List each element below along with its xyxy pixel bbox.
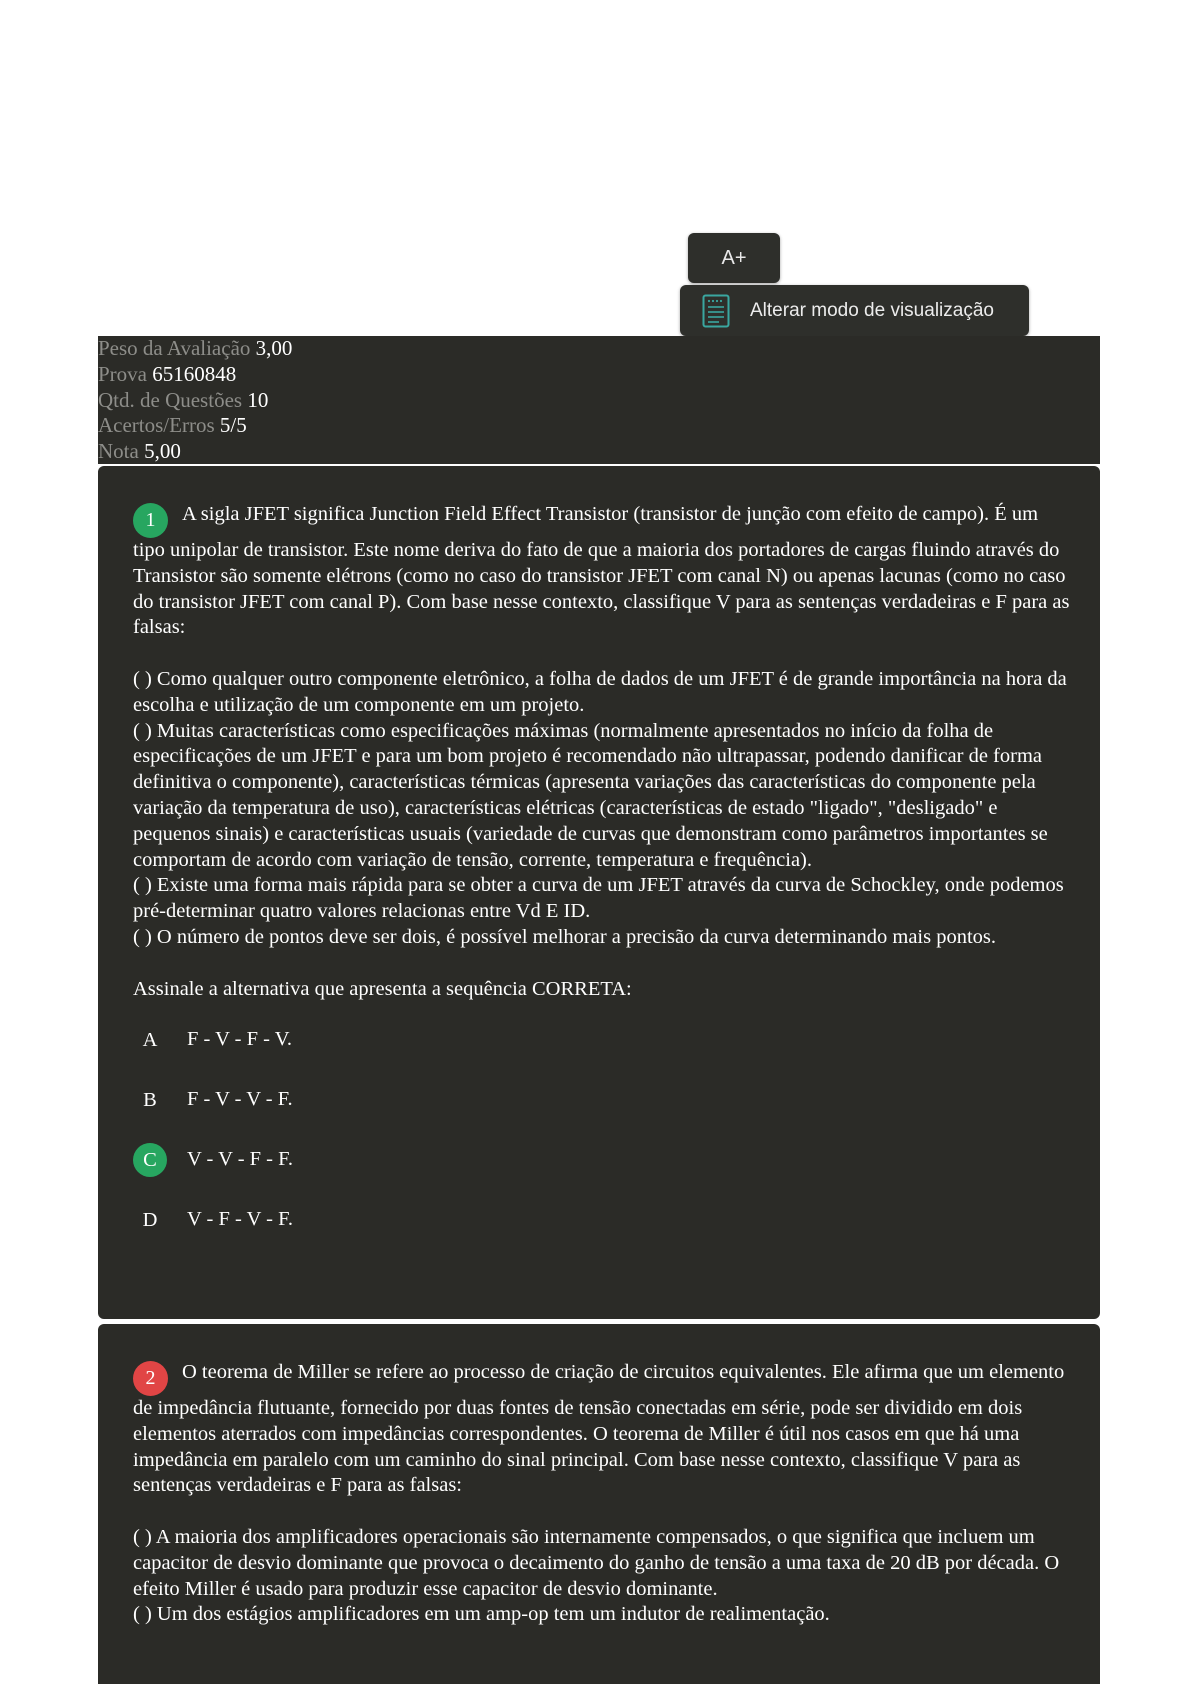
statement-item: ( ) Um dos estágios amplificadores em um amp-op tem um indutor de realimentação. xyxy=(133,1603,830,1626)
answer-options xyxy=(133,1010,1073,1250)
question-text: A sigla JFET significa Junction Field Effect Transistor (transistor de junção com efeito de campo). É um tipo unipolar de transistor. Este nome deriva do fato de que a maioria dos portadores de cargas fluindo através do Transistor são somente elétrons (como no caso do transistor JFET com canal N) ou apenas lacunas (como no caso do transistor JFET com canal P). Com base nesse contexto, classifique V para as sentenças verdadeiras e F para as falsas: xyxy=(133,503,1070,639)
statement-item: ( ) O número de pontos deve ser dois, é possível melhorar a precisão da curva determinando mais pontos. xyxy=(133,925,997,948)
view-mode-button[interactable] xyxy=(680,285,1029,336)
option-letter: C xyxy=(133,1143,167,1177)
option-letter: D xyxy=(142,1209,158,1232)
question-number-badge: 2 xyxy=(133,1361,168,1396)
view-mode-label: Alterar modo de visualização xyxy=(750,299,994,321)
option-letter: A xyxy=(142,1029,158,1052)
prova-label: Prova xyxy=(98,361,147,386)
acertos-label: Acertos/Erros xyxy=(98,413,215,438)
peso-value: 3,00 xyxy=(255,336,293,360)
acertos-value: 5/5 xyxy=(219,413,247,438)
question-intro xyxy=(133,1360,1073,1499)
answer-option-correct[interactable] xyxy=(133,1130,1073,1190)
option-text: F - V - F - V. xyxy=(187,1028,293,1051)
answer-option[interactable] xyxy=(133,1190,1073,1250)
statement-item: ( ) Existe uma forma mais rápida para se obter a curva de um JFET através da curva de Schockley, onde podemos pré-determinar quatro valores relacionas entre Vd E ID. xyxy=(133,874,1064,923)
evaluation-summary xyxy=(98,336,1100,464)
peso-row xyxy=(98,336,1100,362)
prova-row xyxy=(98,362,1100,388)
acertos-row xyxy=(98,413,1100,439)
statement-item: ( ) A maioria dos amplificadores operacionais são internamente compensados, o que significa que incluem um capacitor de desvio dominante que provoca o decaimento do ganho de tensão a uma taxa de 20 dB por década. O efeito Miller é usado para produzir esse capacitor de desvio dominante. xyxy=(133,1525,1060,1600)
answer-option[interactable] xyxy=(133,1010,1073,1070)
statement-item: ( ) Como qualquer outro componente eletrônico, a folha de dados de um JFET é de grande importância na hora da escolha e utilização de um componente em um projeto. xyxy=(133,667,1067,716)
option-text: V - F - V - F. xyxy=(187,1208,294,1231)
prova-value: 65160848 xyxy=(152,361,237,386)
nota-label: Nota xyxy=(98,439,139,464)
qtd-row xyxy=(98,388,1100,414)
nota-value: 5,00 xyxy=(144,439,181,464)
question-prompt: Assinale a alternativa que apresenta a sequência CORRETA: xyxy=(133,977,632,1000)
option-text: F - V - V - F. xyxy=(187,1088,293,1111)
answer-option[interactable] xyxy=(133,1070,1073,1130)
question-items xyxy=(133,1525,1073,1628)
font-increase-button[interactable]: A+ xyxy=(688,233,780,283)
question-items xyxy=(133,667,1073,951)
question-number-badge: 1 xyxy=(133,503,168,538)
option-letter: B xyxy=(143,1089,157,1112)
qtd-label: Qtd. de Questões xyxy=(98,387,243,412)
nota-row xyxy=(98,439,1100,465)
question-intro xyxy=(133,502,1073,641)
peso-label: Peso da Avaliação xyxy=(98,336,251,360)
document-icon xyxy=(702,294,730,328)
question-text: O teorema de Miller se refere ao processo de criação de circuitos equivalentes. Ele afirma que um elemento de impedância flutuante, fornecido por duas fontes de tensão conectadas em série, pode ser dividido em dois elementos aterrados com impedâncias correspondentes. O teorema de Miller é útil nos casos em que há uma impedância em paralelo com um caminho do sinal principal. Com base nesse contexto, classifique V para as sentenças verdadeiras e F para as falsas: xyxy=(133,1361,1065,1497)
question-card xyxy=(98,466,1100,1319)
question-card xyxy=(98,1324,1100,1684)
statement-item: ( ) Muitas características como especificações máximas (normalmente apresentados no início da folha de especificações de um JFET e para um bom projeto é recomendado não ultrapassar, podendo danificar de forma definitiva o componente), características térmicas (apresenta variações das características do componente pela variação da temperatura de uso), características elétricas (características de estado "ligado", "desligado" e pequenos sinais) e características usuais (variedade de curvas que demonstram como parâmetros importantes se comportam de acordo com variação de tensão, corrente, temperatura e frequência). xyxy=(133,719,1048,871)
option-text: V - V - F - F. xyxy=(187,1148,294,1171)
qtd-value: 10 xyxy=(247,387,269,412)
